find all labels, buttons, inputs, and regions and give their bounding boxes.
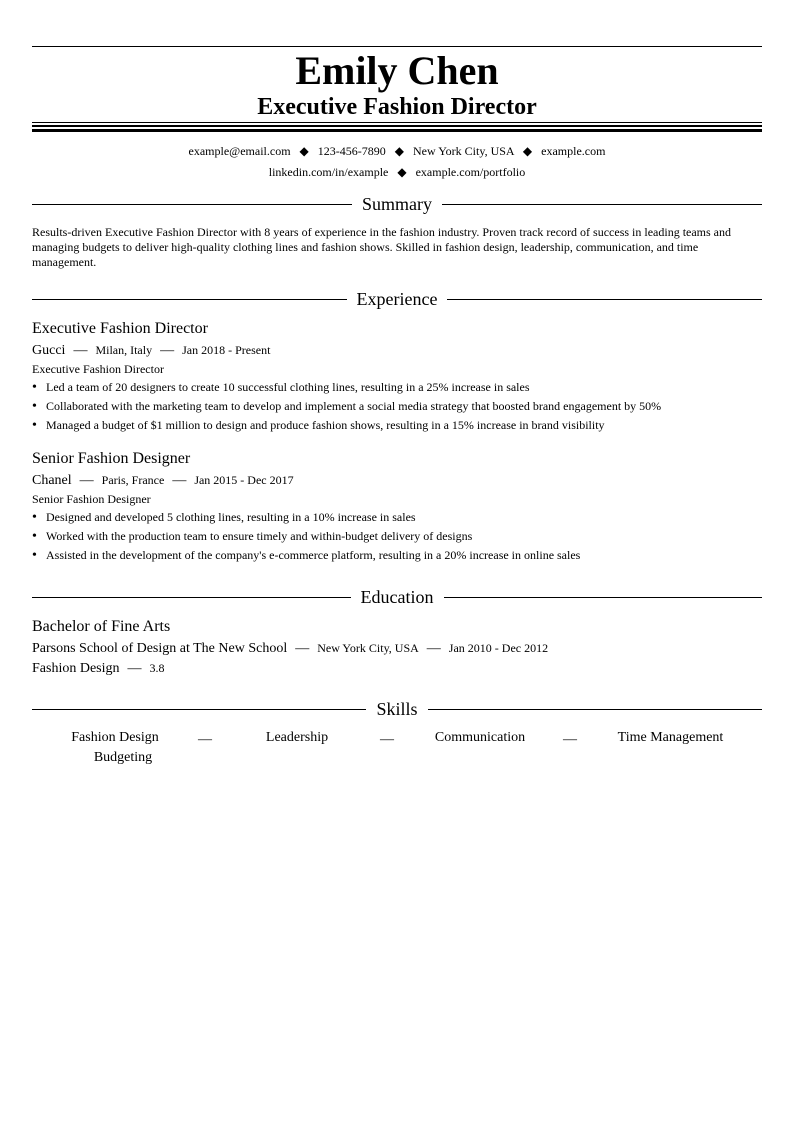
skill-item: Budgeting (93, 750, 153, 765)
list-item (32, 416, 762, 435)
bullet-text: Led a team of 20 designers to create 10 successful clothing lines, resulting in a 25% increase in sales (46, 380, 530, 394)
section-title: Education (360, 587, 434, 607)
job-meta (32, 341, 270, 360)
contact-linkedin[interactable]: linkedin.com/in/example (268, 165, 389, 179)
diamond-separator-icon: ◆ (522, 144, 533, 158)
section-rule-left (32, 709, 366, 710)
section-rule-right (428, 709, 762, 710)
skill-item: Fashion Design (71, 730, 159, 745)
contact-phone[interactable]: 123-456-7890 (317, 144, 386, 158)
dash-separator: — (563, 732, 577, 747)
bullet-text: Assisted in the development of the company's e-commerce platform, resulting in a 20% increase in online sales (46, 548, 581, 562)
contact-portfolio[interactable]: example.com/portfolio (415, 165, 526, 179)
contact-line-2 (32, 164, 762, 180)
dash-separator: — (380, 732, 394, 747)
job-role: Senior Fashion Designer (32, 492, 151, 506)
job-company: Gucci (32, 343, 66, 358)
section-title: Summary (362, 194, 432, 214)
section-rule-right (447, 299, 762, 300)
education-gpa: 3.8 (149, 661, 165, 675)
job-location: Paris, France (101, 473, 165, 487)
dash-separator: — (79, 473, 94, 488)
header-rule-mid (32, 125, 762, 127)
section-title: Skills (376, 699, 418, 719)
section-heading-skills (32, 697, 762, 721)
section-rule-left (32, 597, 351, 598)
bullet-icon: • (32, 399, 37, 414)
education-dates: Jan 2010 - Dec 2012 (448, 641, 549, 655)
job-dates: Jan 2015 - Dec 2017 (194, 473, 294, 487)
bullet-icon: • (32, 418, 37, 433)
education-location: New York City, USA (317, 641, 419, 655)
job-bullets (32, 508, 762, 565)
section-title: Experience (356, 289, 438, 309)
diamond-separator-icon: ◆ (299, 144, 309, 158)
skill-item: Time Management (617, 730, 724, 745)
section-rule-left (32, 204, 352, 205)
section-rule-left (32, 299, 347, 300)
job-company: Chanel (32, 473, 72, 488)
dash-separator: — (198, 732, 212, 747)
dash-separator: — (160, 343, 175, 358)
contact-line-1 (32, 143, 762, 159)
contact-website[interactable]: example.com (541, 144, 606, 158)
bullet-icon: • (32, 510, 37, 525)
header-top-rule (32, 46, 762, 47)
bullet-text: Collaborated with the marketing team to develop and implement a social media strategy that boosted brand engagement by 50% (46, 399, 662, 413)
diamond-separator-icon: ◆ (397, 165, 407, 179)
list-item (32, 508, 762, 527)
education-field: Fashion Design (32, 661, 120, 676)
skill-item: Leadership (265, 730, 329, 745)
dash-separator: — (295, 641, 310, 656)
header-rule-thick (32, 129, 762, 132)
contact-email[interactable]: example@email.com (188, 144, 291, 158)
dash-separator: — (172, 473, 187, 488)
list-item (32, 546, 762, 565)
skill-item: Communication (434, 730, 526, 745)
job-role: Executive Fashion Director (32, 362, 164, 376)
dash-separator: — (127, 661, 142, 676)
diamond-separator-icon: ◆ (394, 144, 404, 158)
job-title: Senior Fashion Designer (32, 450, 191, 467)
education-school: Parsons School of Design at The New School (32, 641, 288, 656)
contact-location: New York City, USA (413, 144, 514, 158)
job-location: Milan, Italy (95, 343, 153, 357)
list-item (32, 527, 762, 546)
bullet-icon: • (32, 380, 37, 395)
header-rule-thin (32, 122, 762, 123)
section-rule-right (442, 204, 762, 205)
dash-separator: — (426, 641, 441, 656)
job-dates: Jan 2018 - Present (182, 343, 271, 357)
bullet-text: Designed and developed 5 clothing lines, resulting in a 10% increase in sales (46, 510, 416, 524)
bullet-text: Managed a budget of $1 million to design and produce fashion shows, resulting in a 15% increase in brand visibility (46, 418, 605, 432)
section-heading-experience (32, 287, 762, 311)
section-heading-summary (32, 192, 762, 216)
list-item (32, 397, 762, 416)
education-meta (32, 639, 548, 658)
education-field-meta (32, 659, 165, 678)
candidate-name: Emily Chen (295, 48, 499, 93)
education-degree: Bachelor of Fine Arts (32, 618, 171, 635)
bullet-icon: • (32, 548, 37, 563)
job-meta (32, 471, 294, 490)
candidate-title: Executive Fashion Director (257, 94, 537, 120)
job-title: Executive Fashion Director (32, 320, 208, 337)
section-rule-right (444, 597, 763, 598)
job-bullets (32, 378, 762, 435)
list-item (32, 378, 762, 397)
bullet-icon: • (32, 529, 37, 544)
summary-text: Results-driven Executive Fashion Director with 8 years of experience in the fashion industry. Proven track record of success in leading teams and managing budgets to deliver high-quality clothing lines and fashion shows. Skilled in fashion design, leadership, communication, and time management. (32, 225, 732, 269)
bullet-text: Worked with the production team to ensure timely and within-budget delivery of designs (46, 529, 473, 543)
section-heading-education (32, 585, 762, 609)
dash-separator: — (73, 343, 88, 358)
